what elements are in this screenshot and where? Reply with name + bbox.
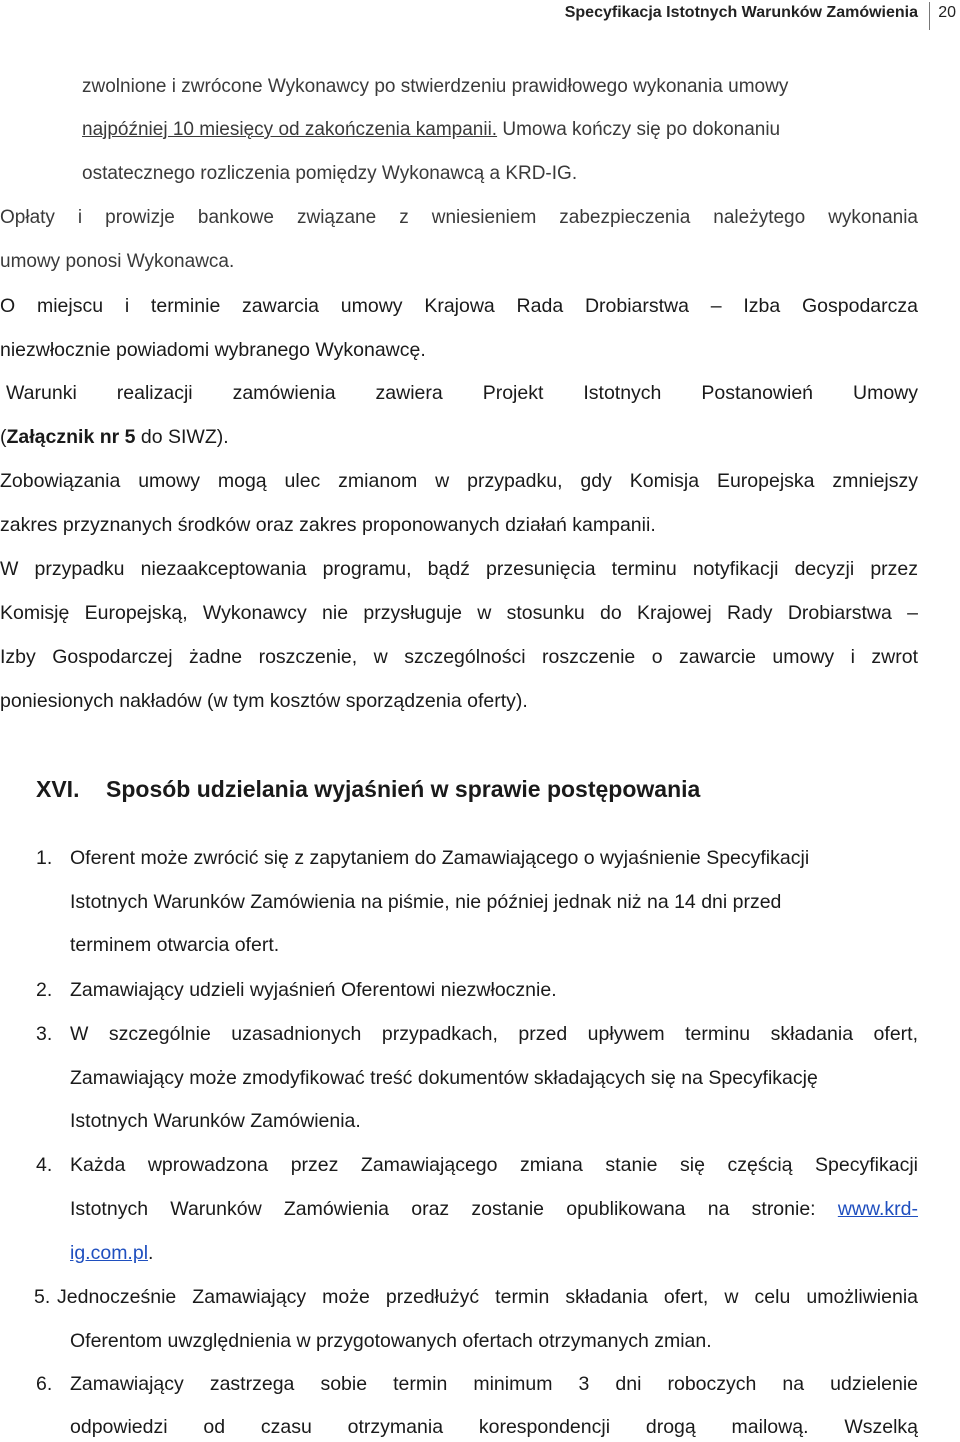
- list-item-line: [70, 1240, 918, 1266]
- list-item-line: Istotnych Warunków Zamówienia na piśmie, nie później jednak niż na 14 dni przed: [70, 891, 782, 913]
- paragraph-line: Opłaty i prowizje bankowe związane z wniesieniem zabezpieczenia należytego wykonania: [0, 207, 918, 228]
- list-number: 5.: [34, 1286, 51, 1308]
- text: zwolnione i zwrócone Wykonawcy po stwierdzeniu prawidłowego wykonania umowy: [82, 76, 789, 97]
- paragraph-line: poniesionych nakładów (w tym kosztów sporządzenia oferty).: [0, 690, 528, 712]
- list-number: 4.: [36, 1154, 53, 1176]
- website-link[interactable]: ig.com.pl: [70, 1242, 149, 1264]
- bold-text: Załącznik nr 5: [6, 426, 136, 448]
- list-number: 1.: [36, 847, 53, 869]
- list-item-line: Oferentom uwzględnienia w przygotowanych ofertach otrzymanych zmian.: [70, 1330, 712, 1352]
- paragraph-line: [82, 117, 918, 143]
- list-item-line: Zamawiający zastrzega sobie termin minimum 3 dni roboczych na udzielenie: [70, 1373, 918, 1395]
- list-item-line: W szczególnie uzasadnionych przypadkach, przed upływem terminu składania ofert,: [70, 1023, 918, 1045]
- list-item-line: Każda wprowadzona przez Zamawiającego zmiana stanie się częścią Specyfikacji: [70, 1154, 918, 1176]
- paragraph-line: umowy ponosi Wykonawca.: [0, 251, 235, 272]
- list-number: 3.: [36, 1023, 53, 1045]
- header-title: Specyfikacja Istotnych Warunków Zamówienia: [564, 4, 918, 21]
- paragraph-line: niezwłocznie powiadomi wybranego Wykonawcę.: [0, 339, 426, 361]
- list-item-line: Istotnych Warunków Zamówienia.: [70, 1110, 361, 1132]
- section-title: Sposób udzielania wyjaśnień w sprawie postępowania: [106, 776, 701, 802]
- list-item-line: Zamawiający może zmodyfikować treść dokumentów składających się na Specyfikację: [70, 1067, 818, 1089]
- list-item-line: [70, 1196, 918, 1222]
- list-item-line: Zamawiający udzieli wyjaśnień Oferentowi niezwłocznie.: [70, 979, 557, 1001]
- list-item-line: Oferent może zwrócić się z zapytaniem do Zamawiającego o wyjaśnienie Specyfikacji: [70, 847, 810, 869]
- text: Istotnych Warunków Zamówienia oraz zostanie opublikowana na stronie:: [70, 1198, 838, 1220]
- text: .: [148, 1242, 154, 1264]
- paragraph-line: Zobowiązania umowy mogą ulec zmianom w przypadku, gdy Komisja Europejska zmniejszy: [0, 470, 918, 492]
- list-item-line: terminem otwarcia ofert.: [70, 934, 280, 956]
- text: do SIWZ).: [135, 426, 229, 448]
- list-number: 2.: [36, 979, 53, 1001]
- list-item-line: Jednocześnie Zamawiający może przedłużyć termin składania ofert, w celu umożliwienia: [57, 1286, 918, 1308]
- header-divider: [929, 2, 930, 30]
- text: Umowa kończy się po dokonaniu: [497, 119, 781, 140]
- section-number: XVI.: [36, 776, 80, 802]
- page-header: [0, 0, 960, 32]
- list-number: 6.: [36, 1373, 53, 1395]
- section-heading: [36, 774, 700, 804]
- paragraph-line: O miejscu i terminie zawarcia umowy Krajowa Rada Drobiarstwa – Izba Gospodarcza: [0, 295, 918, 317]
- text: (: [0, 426, 7, 448]
- page-number: 20: [938, 4, 956, 21]
- paragraph-line: W przypadku niezaakceptowania programu, bądź przesunięcia terminu notyfikacji decyzji przez: [0, 558, 918, 580]
- text: ostatecznego rozliczenia pomiędzy Wykonawcą a KRD-IG.: [82, 163, 578, 184]
- paragraph-line: Warunki realizacji zamówienia zawiera Projekt Istotnych Postanowień Umowy: [6, 382, 918, 404]
- paragraph-line: [0, 424, 918, 450]
- paragraph-line: [82, 161, 918, 187]
- list-item-line: odpowiedzi od czasu otrzymania korespondencji drogą mailową. Wszelką: [70, 1416, 918, 1438]
- paragraph-line: Komisję Europejską, Wykonawcy nie przysługuje w stosunku do Krajowej Rady Drobiarstwa –: [0, 602, 918, 624]
- paragraph-line: zakres przyznanych środków oraz zakres proponowanych działań kampanii.: [0, 514, 656, 536]
- underlined-text: najpóźniej 10 miesięcy od zakończenia kampanii.: [82, 119, 498, 140]
- paragraph-line: [82, 74, 918, 100]
- paragraph-line: Izby Gospodarczej żadne roszczenie, w szczególności roszczenie o zawarcie umowy i zwrot: [0, 646, 918, 668]
- website-link[interactable]: www.krd-: [837, 1198, 918, 1220]
